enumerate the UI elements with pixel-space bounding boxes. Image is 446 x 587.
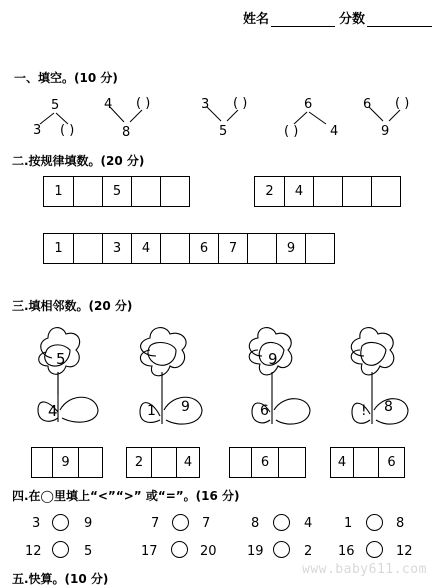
compare-circle[interactable] xyxy=(366,541,383,558)
compare-circle[interactable] xyxy=(273,514,290,531)
flower-4-leaf-left: ! xyxy=(361,403,367,419)
compare-circle[interactable] xyxy=(273,541,290,558)
decomp-2-right[interactable]: ( ) xyxy=(136,96,151,111)
compare-right: 2 xyxy=(304,544,313,559)
sequence-cell[interactable]: 4 xyxy=(131,234,160,263)
neighbor-cell[interactable] xyxy=(353,448,378,477)
decomp-3-bottom: 5 xyxy=(219,124,228,139)
decomp-1-left: 3 xyxy=(33,123,42,138)
flower-2-leaf-right: 9 xyxy=(181,399,190,415)
compare-left: 7 xyxy=(151,516,160,531)
decomp-2-top: 4 xyxy=(104,97,113,112)
sequence-cell[interactable]: 5 xyxy=(102,177,131,206)
compare-circle[interactable] xyxy=(52,541,69,558)
sequence-cell[interactable]: 6 xyxy=(189,234,218,263)
neighbor-cell: 2 xyxy=(134,455,144,470)
decomp-1-top: 5 xyxy=(51,98,60,113)
section-1-title: 一、填空。(10 分) xyxy=(14,71,118,85)
decomp-5-top: 6 xyxy=(363,97,372,112)
neighbor-row-1 xyxy=(31,447,103,478)
sequence-cell[interactable]: 1 xyxy=(54,241,63,256)
section-4-title: 四.在◯里填上“<”“>” 或“=”。(16 分) xyxy=(12,489,240,503)
neighbor-cell: 4 xyxy=(176,448,199,477)
neighbor-cell[interactable] xyxy=(32,448,52,477)
neighbor-cell: 4 xyxy=(337,455,347,470)
sequence-cell[interactable]: 7 xyxy=(218,234,247,263)
compare-left: 8 xyxy=(251,516,260,531)
sequence-cell[interactable]: 1 xyxy=(54,184,63,199)
neighbor-cell: 9 xyxy=(52,448,78,477)
compare-right: 20 xyxy=(200,544,217,559)
decomp-2-bottom: 8 xyxy=(122,125,131,140)
section-3-title: 三.填相邻数。(20 分) xyxy=(12,299,133,313)
compare-left: 1 xyxy=(344,516,353,531)
section-5-title: 五.快算。(10 分) xyxy=(12,572,109,586)
section-2-title: 二.按规律填数。(20 分) xyxy=(12,154,145,168)
flower-3-leaf: 6 xyxy=(260,403,269,419)
flower-icon xyxy=(351,328,408,424)
compare-circle[interactable] xyxy=(172,514,189,531)
name-label: 姓名 xyxy=(243,12,270,27)
flower-icon xyxy=(38,328,98,423)
compare-left: 12 xyxy=(25,544,42,559)
neighbor-row-2 xyxy=(126,447,200,478)
sequence-cell[interactable]: 2 xyxy=(265,184,274,199)
decomp-5-right[interactable]: ( ) xyxy=(395,96,410,111)
compare-left: 16 xyxy=(338,544,355,559)
neighbor-cell[interactable] xyxy=(278,448,305,477)
flower-1-center: 5 xyxy=(56,350,66,368)
compare-circle[interactable] xyxy=(171,541,188,558)
compare-right: 8 xyxy=(396,516,405,531)
neighbor-cell[interactable] xyxy=(230,448,251,477)
flower-4-leaf-right: 8 xyxy=(384,399,393,415)
neighbor-row-4 xyxy=(330,447,405,478)
compare-left: 19 xyxy=(247,544,264,559)
score-label: 分数 xyxy=(339,12,366,27)
watermark: www.baby611.com xyxy=(302,562,427,577)
sequence-cell[interactable]: 4 xyxy=(284,177,313,206)
sequence-cell[interactable]: 3 xyxy=(102,234,131,263)
decomp-5-bottom: 9 xyxy=(381,124,390,139)
decomp-3-top: 3 xyxy=(201,97,210,112)
compare-right: 7 xyxy=(202,516,211,531)
compare-right: 9 xyxy=(84,516,93,531)
neighbor-cell: 6 xyxy=(378,448,404,477)
compare-left: 3 xyxy=(32,516,41,531)
flower-icon xyxy=(249,328,310,424)
compare-left: 17 xyxy=(141,544,158,559)
decomp-4-top: 6 xyxy=(304,97,313,112)
compare-right: 5 xyxy=(84,544,93,559)
flower-3-center: 9 xyxy=(268,350,278,368)
decomp-4-left[interactable]: ( ) xyxy=(284,124,299,139)
decomp-4-right: 4 xyxy=(330,124,339,139)
compare-circle[interactable] xyxy=(52,514,69,531)
compare-right: 12 xyxy=(396,544,413,559)
neighbor-cell[interactable] xyxy=(78,448,102,477)
flower-2-leaf-left: 1 xyxy=(147,403,156,419)
compare-circle[interactable] xyxy=(366,514,383,531)
sequence-cell[interactable]: 9 xyxy=(276,234,305,263)
neighbor-cell: 6 xyxy=(251,448,278,477)
decomp-1-right[interactable]: ( ) xyxy=(60,123,75,138)
decomp-3-right[interactable]: ( ) xyxy=(233,96,248,111)
flower-1-leaf: 4 xyxy=(48,402,58,420)
compare-right: 4 xyxy=(304,516,313,531)
neighbor-row-3 xyxy=(229,447,306,478)
neighbor-cell[interactable] xyxy=(151,448,176,477)
